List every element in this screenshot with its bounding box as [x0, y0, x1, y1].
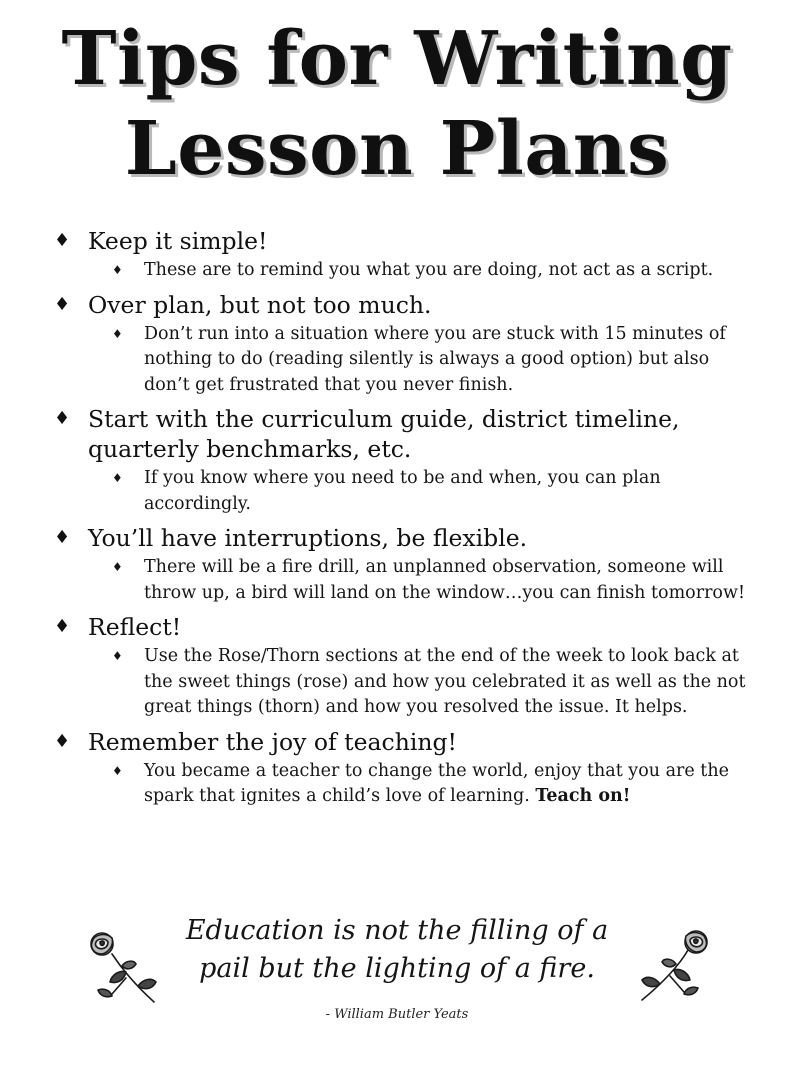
tip-item	[54, 523, 754, 606]
quote-line-2: pail but the lighting of a fire.	[199, 953, 595, 984]
tip-heading-text: Remember the joy of teaching!	[88, 727, 457, 756]
rose-icon	[636, 926, 716, 1006]
diamond-bullet-icon: ♦	[54, 230, 71, 251]
diamond-bullet-icon: ♦	[112, 326, 123, 341]
tip-item	[54, 612, 754, 721]
tip-heading	[54, 226, 754, 256]
diamond-bullet-icon: ♦	[112, 560, 123, 574]
tip-heading	[54, 523, 754, 553]
tips-list	[54, 226, 754, 810]
tip-heading	[54, 612, 754, 642]
diamond-bullet-icon: ♦	[112, 471, 123, 485]
diamond-bullet-icon: ♦	[112, 763, 123, 778]
tip-detail	[112, 258, 754, 284]
diamond-bullet-icon: ♦	[54, 616, 71, 637]
tip-heading	[54, 290, 754, 320]
title-line-1: Tips for Writing	[61, 16, 733, 102]
tip-item	[54, 226, 754, 284]
quote	[150, 912, 644, 988]
diamond-bullet-icon: ♦	[54, 527, 71, 548]
tip-item	[54, 727, 754, 810]
tip-detail-text: There will be a fire drill, an unplanned observation, someone will throw up, a bird will land on the window…you can finish tomorrow!	[144, 557, 745, 603]
diamond-bullet-icon: ♦	[54, 730, 71, 752]
tip-detail-text: These are to remind you what you are doing, not act as a script.	[144, 260, 714, 280]
tip-detail-text: If you know where you need to be and when, you can plan accordingly.	[144, 468, 661, 514]
tip-heading-text: Reflect!	[88, 613, 182, 641]
diamond-bullet-icon: ♦	[54, 408, 71, 429]
tip-heading-text: Over plan, but not too much.	[88, 290, 432, 319]
teach-on-text: Teach on!	[535, 786, 631, 806]
tip-detail-text: Don’t run into a situation where you are stuck with 15 minutes of nothing to do (reading silently is always a good option) but also don’t get frustrated that you never finish.	[144, 323, 726, 395]
tip-detail	[112, 759, 754, 810]
tip-detail	[112, 555, 754, 606]
tip-item	[54, 290, 754, 399]
diamond-bullet-icon: ♦	[112, 649, 123, 663]
quote-attribution: - William Butler Yeats	[325, 1007, 469, 1022]
page-title	[0, 14, 794, 194]
diamond-bullet-icon: ♦	[54, 293, 71, 315]
tip-detail	[112, 644, 754, 721]
tip-heading-text: Start with the curriculum guide, district timeline, quarterly benchmarks, etc.	[88, 405, 680, 463]
tip-item	[54, 404, 754, 517]
tip-heading	[54, 727, 754, 757]
tip-detail	[112, 322, 754, 399]
tip-heading-text: You’ll have interruptions, be flexible.	[88, 524, 528, 552]
tip-detail	[112, 466, 754, 517]
diamond-bullet-icon: ♦	[112, 263, 123, 277]
tip-detail-text: Use the Rose/Thorn sections at the end of the week to look back at the sweet things (rose) and how you celebrated it as well as the not great things (thorn) and how you resolved the issue. It helps.	[144, 646, 746, 717]
tip-heading	[54, 404, 754, 464]
tip-detail-text: You became a teacher to change the world, enjoy that you are the spark that ignites a child’s love of learning.	[144, 760, 729, 806]
tip-heading-text: Keep it simple!	[88, 227, 268, 255]
quote-line-1: Education is not the filling of a	[185, 915, 609, 946]
title-line-2: Lesson Plans	[124, 106, 670, 192]
